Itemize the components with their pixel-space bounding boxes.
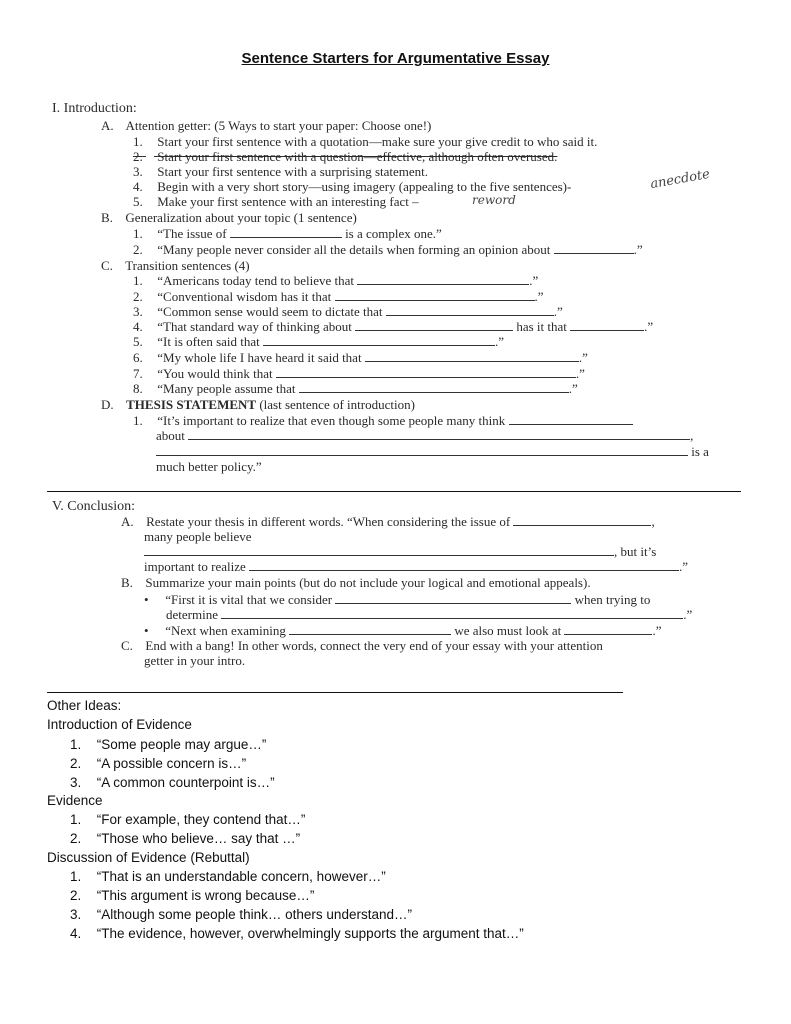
summarize-row [121, 575, 591, 591]
item-text: “It’s important to realize that even though some people many think [157, 413, 506, 428]
list-item [133, 242, 643, 258]
item-text: , but it’s [614, 544, 657, 559]
item-number: 6. [133, 350, 143, 365]
conclusion-heading: V. Conclusion: [52, 499, 135, 514]
item-text: .” [495, 334, 505, 349]
item-text: Start your first sentence with a surprising statement. [157, 164, 429, 179]
item-text: .” [529, 273, 539, 288]
item-text: “Many people never consider all the details when forming an opinion about [157, 242, 551, 257]
list-item [133, 319, 653, 335]
item-number: 3. [70, 775, 82, 790]
list-item [70, 756, 246, 771]
item-text: “It is often said that [157, 334, 260, 349]
item-text: .” [553, 304, 563, 319]
item-text: , [690, 428, 694, 443]
section-title-evidence: Evidence [47, 793, 103, 808]
item-text: .” [683, 607, 693, 622]
item-text: “That standard way of thinking about [157, 319, 352, 334]
item-text: important to realize [144, 559, 246, 574]
item-text: “Those who believe… say that …” [96, 831, 301, 846]
item-text: .” [652, 623, 662, 638]
item-text: “Next when examining [165, 623, 286, 638]
item-number: 4. [70, 926, 82, 941]
item-text: “First it is vital that we consider [165, 592, 333, 607]
item-text: “Some people may argue…” [96, 737, 267, 752]
bullet-icon: • [144, 623, 149, 638]
item-text: “This argument is wrong because…” [96, 888, 315, 903]
item-text: .” [633, 242, 643, 257]
list-item [144, 592, 650, 608]
list-item [70, 907, 412, 922]
item-text: when trying to [574, 592, 651, 607]
list-item [133, 226, 442, 242]
list-item [70, 737, 266, 752]
introduction-heading: I. Introduction: [52, 101, 137, 116]
item-text: “Many people assume that [157, 381, 296, 396]
item-number: 1. [70, 812, 82, 827]
item-text: Start your first sentence with a quotation—make sure your give credit to who said it. [157, 134, 598, 149]
list-item [70, 775, 275, 790]
list-item [133, 366, 585, 382]
item-number: 2. [133, 289, 143, 304]
list-item [144, 559, 688, 575]
item-number: 7. [133, 366, 143, 381]
fill-blank [263, 334, 495, 346]
item-text: Start your first sentence with a question—effective, although often overused. [157, 149, 558, 164]
item-text: “My whole life I have heard it said that [157, 350, 362, 365]
list-item [133, 149, 557, 165]
fill-blank [355, 319, 513, 331]
item-number: 4. [133, 179, 143, 194]
item-number: 3. [70, 907, 82, 922]
item-text: .” [575, 366, 585, 381]
fill-blank [386, 304, 554, 316]
item-number: 2. [70, 888, 82, 903]
item-number: 2. [70, 831, 82, 846]
item-label: B. [121, 575, 133, 590]
fill-blank [230, 226, 342, 238]
fill-blank [570, 319, 644, 331]
item-label: B. [101, 210, 113, 225]
item-text: “A common counterpoint is…” [96, 775, 275, 790]
fill-blank [289, 623, 451, 635]
list-item [133, 304, 563, 320]
item-number: 3. [133, 304, 143, 319]
item-text: “That is an understandable concern, however…” [96, 869, 386, 884]
fill-blank [554, 242, 634, 254]
list-item: getter in your intro. [144, 653, 246, 668]
section-divider [47, 491, 741, 492]
item-text: .” [534, 289, 544, 304]
item-text: “Common sense would seem to dictate that [157, 304, 383, 319]
item-number: 2. [70, 756, 82, 771]
item-text: Summarize your main points (but do not include your logical and emotional appeals). [145, 575, 591, 590]
item-number: 8. [133, 381, 143, 396]
generalization-text: Generalization about your topic (1 sentence) [125, 210, 357, 225]
item-text: “For example, they contend that…” [96, 812, 306, 827]
list-item [144, 544, 656, 560]
fill-blank [221, 607, 683, 619]
fill-blank [513, 514, 651, 526]
list-item [70, 869, 386, 884]
list-item [70, 888, 314, 903]
item-number: 4. [133, 319, 143, 334]
list-item [133, 194, 419, 210]
list-item [133, 289, 544, 305]
section-title-introduction-of-evidence: Introduction of Evidence [47, 717, 192, 732]
list-item [156, 444, 709, 460]
fill-blank [276, 366, 576, 378]
list-item [133, 381, 578, 397]
item-number: 1. [133, 226, 143, 241]
item-text: “A possible concern is…” [96, 756, 247, 771]
list-item [133, 273, 538, 289]
list-item [133, 134, 597, 150]
item-text: “You would think that [157, 366, 273, 381]
list-item [166, 607, 692, 623]
transition-text: Transition sentences (4) [125, 258, 250, 273]
item-text: “The evidence, however, overwhelmingly supports the argument that…” [96, 926, 524, 941]
transition-row [101, 258, 250, 274]
list-item [133, 164, 428, 180]
fill-blank [249, 559, 679, 571]
list-item [156, 428, 693, 444]
attention-getter-row [101, 118, 431, 134]
item-number: 1. [133, 134, 143, 149]
thesis-row [101, 397, 415, 413]
item-label: C. [101, 258, 113, 273]
fill-blank [509, 413, 633, 425]
fill-blank [188, 428, 690, 440]
section-divider [47, 692, 623, 693]
item-text: about [156, 428, 185, 443]
fill-blank [564, 623, 652, 635]
end-with-bang-row [121, 638, 603, 654]
fill-blank [156, 444, 688, 456]
item-text: , [651, 514, 655, 529]
item-number: 1. [133, 413, 143, 428]
restate-thesis-row [121, 514, 655, 530]
item-text: is a [691, 444, 709, 459]
item-label: A. [101, 118, 114, 133]
other-ideas-heading: Other Ideas: [47, 698, 122, 713]
item-label: D. [101, 397, 114, 412]
item-text: End with a bang! In other words, connect the very end of your essay with your attention [145, 638, 603, 653]
thesis-text: (last sentence of introduction) [259, 397, 415, 412]
item-text: .” [578, 350, 588, 365]
generalization-row [101, 210, 357, 226]
item-label: C. [121, 638, 133, 653]
fill-blank [144, 544, 614, 556]
fill-blank [335, 289, 535, 301]
handwritten-note: anecdote [649, 166, 712, 193]
item-number: 2. [133, 242, 143, 257]
list-item [133, 350, 588, 366]
fill-blank [357, 273, 529, 285]
bullet-icon: • [144, 592, 149, 607]
item-number: 3. [133, 164, 143, 179]
list-item [70, 812, 305, 827]
page-title: Sentence Starters for Argumentative Essay [241, 50, 550, 67]
list-item [70, 926, 524, 941]
item-text: has it that [516, 319, 567, 334]
item-text: is a complex one.” [345, 226, 442, 241]
item-text: Make your first sentence with an interesting fact – [157, 194, 419, 209]
fill-blank [299, 381, 569, 393]
list-item [70, 831, 300, 846]
list-item [133, 413, 633, 429]
item-number: 1. [70, 737, 82, 752]
item-text: “Conventional wisdom has it that [157, 289, 332, 304]
list-item: much better policy.” [156, 459, 262, 474]
attention-getter-text: Attention getter: (5 Ways to start your paper: Choose one!) [125, 118, 432, 133]
list-item: many people believe [144, 529, 252, 544]
item-text: we also must look at [454, 623, 562, 638]
item-text: Restate your thesis in different words. “When considering the issue of [146, 514, 511, 529]
item-text: .” [644, 319, 654, 334]
item-text: .” [679, 559, 689, 574]
thesis-heading: THESIS STATEMENT [126, 397, 257, 412]
fill-blank [365, 350, 579, 362]
list-item [133, 334, 504, 350]
item-number: 5. [133, 194, 143, 209]
item-text: determine [166, 607, 218, 622]
item-text: “Americans today tend to believe that [157, 273, 354, 288]
item-number: 5. [133, 334, 143, 349]
item-text: .” [568, 381, 578, 396]
handwritten-note: reword [472, 193, 516, 207]
list-item [144, 623, 662, 639]
section-title-rebuttal: Discussion of Evidence (Rebuttal) [47, 850, 250, 865]
item-text: “The issue of [157, 226, 227, 241]
item-text: “Although some people think… others understand…” [96, 907, 412, 922]
item-number: 2. [133, 149, 143, 164]
item-number: 1. [70, 869, 82, 884]
item-label: A. [121, 514, 134, 529]
item-text: Begin with a very short story—using imagery (appealing to the five sentences)- [157, 179, 572, 194]
item-number: 1. [133, 273, 143, 288]
fill-blank [335, 592, 571, 604]
